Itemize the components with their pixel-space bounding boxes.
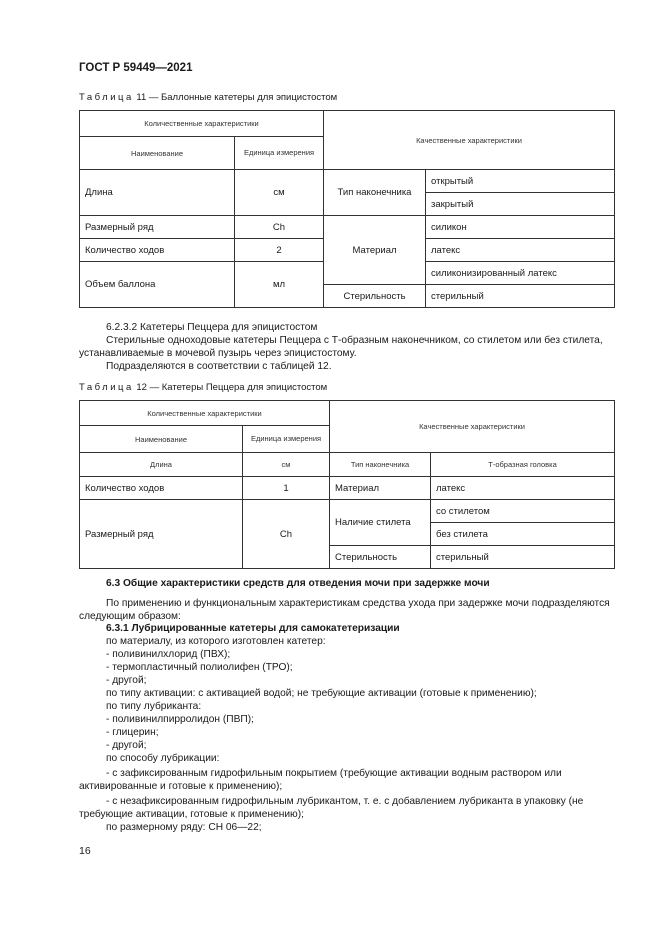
t12-cell-channels: Количество ходов	[80, 477, 243, 500]
t12-cell-tip-type: Тип наконечника	[330, 453, 431, 477]
t11-cell-size-range: Размерный ряд	[80, 216, 235, 239]
t11-quant-header: Количественные характеристики	[80, 111, 324, 137]
table12-caption	[79, 382, 327, 393]
list-line-tpo: - термопластичный полиолифен (ТРО);	[106, 662, 293, 673]
t11-cell-length-unit: см	[235, 170, 324, 216]
t12-cell-size-range: Размерный ряд	[80, 500, 243, 569]
list-line-other-material: - другой;	[106, 675, 147, 686]
t12-cell-sterility: Стерильность	[330, 546, 431, 569]
section-631-title: 6.3.1 Лубрицированные катетеры для самокатетеризации	[106, 623, 400, 634]
t12-cell-sterile: стерильный	[431, 546, 615, 569]
t11-cell-latex: латекс	[426, 239, 615, 262]
t11-cell-open: открытый	[426, 170, 615, 193]
document-header: ГОСТ Р 59449—2021	[79, 62, 193, 74]
table11-caption	[79, 92, 337, 103]
list-line-size-range: по размерному ряду: СН 06—22;	[106, 822, 262, 833]
t12-cell-length: Длина	[80, 453, 243, 477]
list-line-other-lubricant: - другой;	[106, 740, 147, 751]
list-line-activation: по типу активации: с активацией водой; не требующие активации (готовые к применению);	[106, 688, 537, 699]
t12-cell-material: Материал	[330, 477, 431, 500]
table11-caption-prefix: Таблица	[79, 92, 134, 103]
t11-cell-channels-value: 2	[235, 239, 324, 262]
t11-cell-material: Материал	[324, 216, 426, 285]
section-6232-paragraph: Стерильные одноходовые катетеры Пеццера с Т-образным наконечником, со стилетом или без стилета, устанавливаемые в мочевой пузырь через эпицистостому.	[79, 335, 603, 360]
t12-qual-header: Качественные характеристики	[330, 401, 615, 453]
t11-unit-header: Единица измерения	[235, 137, 324, 170]
t12-cell-stylet: Наличие стилета	[330, 500, 431, 546]
table-11	[79, 110, 615, 308]
t12-cell-t-head: Т-образная головка	[431, 453, 615, 477]
list-line-pvc: - поливинилхлорид (ПВХ);	[106, 649, 231, 660]
list-line-glycerin: - глицерин;	[106, 727, 159, 738]
list-line-pvp: - поливинилпирролидон (ПВП);	[106, 714, 254, 725]
t12-cell-size-unit: Ch	[243, 500, 330, 569]
list-line-fixed-coating: - с зафиксированным гидрофильным покрытием (требующие активации водным раствором или активированные и готовые к применению);	[79, 768, 562, 793]
list-line-material: по материалу, из которого изготовлен катетер:	[106, 636, 326, 647]
t11-cell-channels: Количество ходов	[80, 239, 235, 262]
t11-cell-sterility: Стерильность	[324, 285, 426, 308]
t11-qual-header: Качественные характеристики	[324, 111, 615, 170]
section-6232-title: 6.2.3.2 Катетеры Пеццера для эпицистостом	[106, 322, 318, 333]
t11-cell-siliconized-latex: силиконизированный латекс	[426, 262, 615, 285]
table-12	[79, 400, 615, 569]
t11-cell-tip-type: Тип наконечника	[324, 170, 426, 216]
t12-cell-length-unit: см	[243, 453, 330, 477]
section-6232-reference: Подразделяются в соответствии с таблицей 12.	[106, 361, 332, 372]
t12-cell-latex: латекс	[431, 477, 615, 500]
table12-caption-text: 12 — Катетеры Пеццера для эпицистостом	[136, 382, 328, 393]
t11-cell-closed: закрытый	[426, 193, 615, 216]
page-number: 16	[79, 845, 91, 857]
t12-name-header: Наименование	[80, 426, 243, 453]
t11-name-header: Наименование	[80, 137, 235, 170]
t11-cell-silicone: силикон	[426, 216, 615, 239]
t12-quant-header: Количественные характеристики	[80, 401, 330, 426]
table11-caption-text: 11 — Баллонные катетеры для эпицистостом	[136, 92, 338, 103]
t11-cell-balloon-volume: Объем баллона	[80, 262, 235, 308]
table12-caption-prefix: Таблица	[79, 382, 134, 393]
t11-cell-sterile: стерильный	[426, 285, 615, 308]
t11-cell-size-unit: Ch	[235, 216, 324, 239]
t11-cell-length: Длина	[80, 170, 235, 216]
section-63-intro: По применению и функциональным характеристикам средства ухода при задержке мочи подразделяются следующим образом:	[79, 598, 610, 623]
t12-cell-channels-value: 1	[243, 477, 330, 500]
list-line-unfixed-lubricant: - с незафиксированным гидрофильным лубрикантом, т. е. с добавлением лубриканта в упаковку (не требующие активации, готовые к применению);	[79, 796, 584, 821]
t11-cell-balloon-unit: мл	[235, 262, 324, 308]
t12-cell-with-stylet: со стилетом	[431, 500, 615, 523]
section-63-title: 6.3 Общие характеристики средств для отведения мочи при задержке мочи	[106, 578, 490, 589]
t12-cell-without-stylet: без стилета	[431, 523, 615, 546]
list-line-lubrication-method: по способу лубрикации:	[106, 753, 220, 764]
list-line-lubricant-type: по типу лубриканта:	[106, 701, 202, 712]
t12-unit-header: Единица измерения	[243, 426, 330, 453]
